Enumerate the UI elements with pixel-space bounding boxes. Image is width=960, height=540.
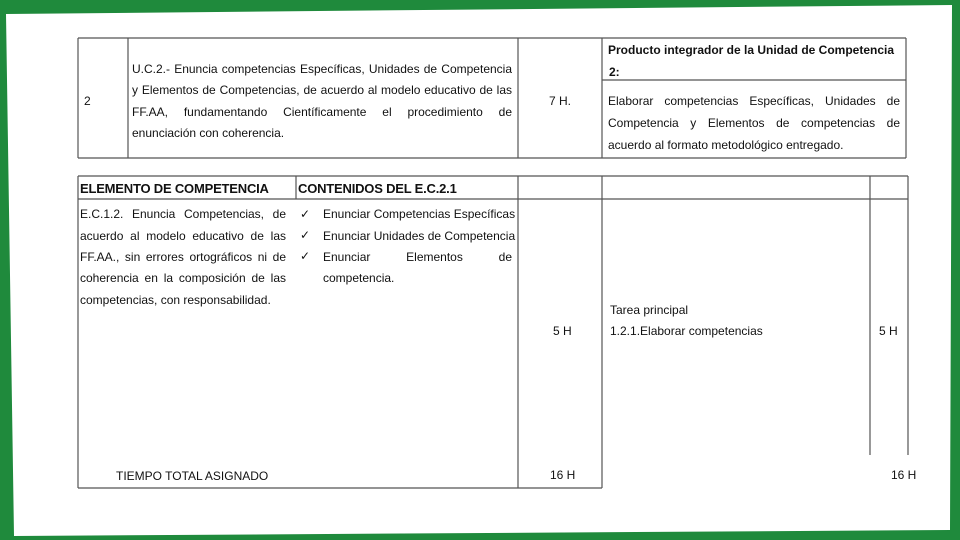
total-time-label: TIEMPO TOTAL ASIGNADO	[116, 469, 269, 483]
content-item: competencia.	[323, 271, 395, 285]
total-hours-left: 16 H	[550, 468, 576, 482]
element-hours: 5 H	[553, 324, 572, 338]
element-line: FF.AA., sin errores ortográficos ni de	[80, 250, 286, 264]
check-icon: ✓	[300, 228, 311, 242]
task-hours: 5 H	[879, 324, 898, 338]
product-title: Producto integrador de la Unidad de Competencia	[608, 43, 895, 57]
task-item: 1.2.1.Elaborar competencias	[610, 324, 763, 338]
content-item: Enunciar Competencias Específicas	[323, 207, 516, 221]
element-line: competencias, con responsabilidad.	[80, 293, 271, 307]
product-line: acuerdo al formato metodológico entregado.	[608, 138, 844, 152]
description-line: enunciación con coherencia.	[132, 126, 285, 140]
unit-hours: 7 H.	[549, 94, 572, 108]
element-line: acuerdo al modelo educativo de las	[80, 229, 286, 243]
description-line: U.C.2.- Enuncia competencias Específicas, Unidades de Competencia	[132, 62, 512, 76]
product-line: Elaborar competencias Específicas, Unidades de	[608, 94, 900, 108]
task-label: Tarea principal	[610, 303, 689, 317]
element-line: E.C.1.2. Enuncia Competencias, de	[80, 207, 286, 221]
element-line: coherencia en la composición de las	[80, 271, 286, 285]
row-number: 2	[84, 94, 91, 108]
product-line: Competencia y Elementos de competencias de	[608, 116, 900, 130]
header-contents: CONTENIDOS DEL E.C.2.1	[298, 181, 457, 196]
total-hours-right: 16 H	[891, 468, 917, 482]
check-icon: ✓	[300, 249, 311, 263]
content-item: Enunciar Unidades de Competencia	[323, 229, 516, 243]
content-item: Enunciar Elementos de	[323, 250, 512, 264]
product-number: 2:	[609, 65, 620, 79]
check-icon: ✓	[300, 207, 311, 221]
description-line: FF.AA, fundamentando Científicamente el procedimiento de	[132, 105, 512, 119]
description-line: y Elementos de Competencias, de acuerdo al modelo educativo de las	[132, 83, 512, 97]
header-element-competence: ELEMENTO DE COMPETENCIA	[80, 181, 269, 196]
